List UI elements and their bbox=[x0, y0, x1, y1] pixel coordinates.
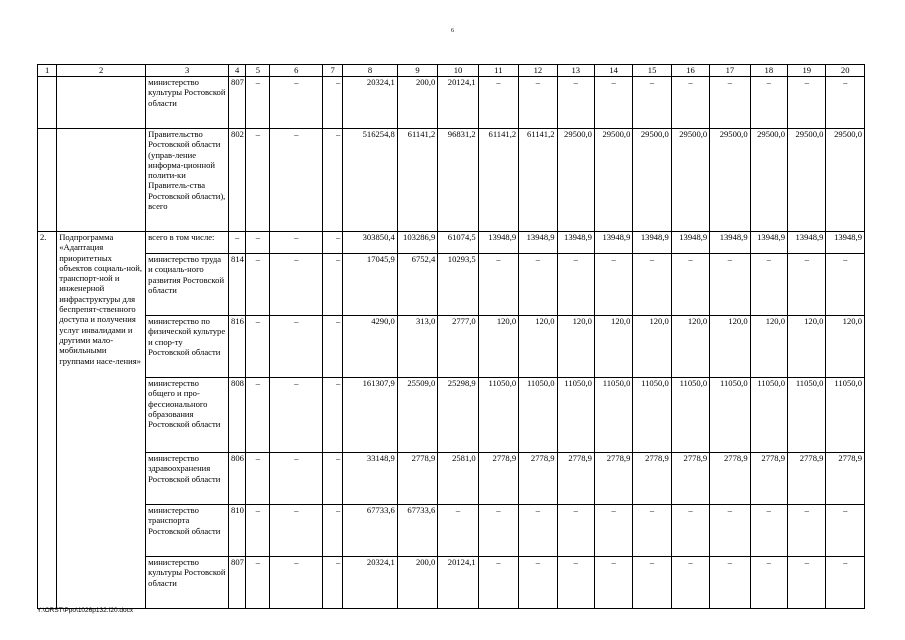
table-cell: 17045,9 bbox=[343, 254, 398, 316]
table-cell: – bbox=[478, 254, 518, 316]
table-cell: 13948,9 bbox=[594, 232, 632, 254]
table-cell: – bbox=[270, 77, 323, 129]
table-row bbox=[38, 129, 865, 232]
table-cell: 120,0 bbox=[671, 316, 709, 378]
table-cell: – bbox=[710, 254, 750, 316]
col-header: 5 bbox=[246, 65, 270, 77]
table-cell: – bbox=[710, 505, 750, 557]
table-cell: – bbox=[826, 505, 865, 557]
table-cell: – bbox=[557, 557, 594, 609]
table-cell: 33148,9 bbox=[343, 453, 398, 505]
table-cell: 11050,0 bbox=[788, 378, 826, 453]
table-cell: 2778,9 bbox=[788, 453, 826, 505]
page-number: 6 bbox=[451, 28, 454, 34]
table-cell: – bbox=[246, 316, 270, 378]
table-cell: 120,0 bbox=[633, 316, 671, 378]
table-cell: 2778,9 bbox=[397, 453, 437, 505]
col-header: 16 bbox=[671, 65, 709, 77]
table-cell: – bbox=[788, 77, 826, 129]
table-cell: 29500,0 bbox=[557, 129, 594, 232]
table-cell: – bbox=[826, 254, 865, 316]
table-row bbox=[38, 378, 865, 453]
table-cell: 13948,9 bbox=[826, 232, 865, 254]
table-cell: 13948,9 bbox=[788, 232, 826, 254]
table-cell: – bbox=[323, 378, 343, 453]
budget-table bbox=[37, 64, 865, 609]
table-cell: 808 bbox=[229, 378, 246, 453]
table-cell: 103286,9 bbox=[397, 232, 437, 254]
table-cell: – bbox=[323, 453, 343, 505]
table-cell bbox=[57, 129, 146, 232]
table-cell: 807 bbox=[229, 77, 246, 129]
table-cell: – bbox=[270, 254, 323, 316]
table-cell: – bbox=[246, 129, 270, 232]
table-cell: – bbox=[246, 77, 270, 129]
table-cell: министерство здравоохранения Ростовской области bbox=[146, 453, 229, 505]
table-cell: – bbox=[671, 557, 709, 609]
table-cell: 13948,9 bbox=[519, 232, 557, 254]
table-row bbox=[38, 557, 865, 609]
table-cell: 2778,9 bbox=[710, 453, 750, 505]
col-header: 15 bbox=[633, 65, 671, 77]
col-header: 14 bbox=[594, 65, 632, 77]
table-cell: 13948,9 bbox=[671, 232, 709, 254]
table-cell: – bbox=[788, 557, 826, 609]
table-cell: министерство труда и социаль-ного развития Ростовской области bbox=[146, 254, 229, 316]
header-row bbox=[38, 65, 865, 77]
table-cell: 11050,0 bbox=[671, 378, 709, 453]
table-row bbox=[38, 254, 865, 316]
table-cell: 11050,0 bbox=[557, 378, 594, 453]
table-cell: – bbox=[557, 77, 594, 129]
table-cell: – bbox=[594, 505, 632, 557]
table-cell: – bbox=[633, 505, 671, 557]
table-cell: 29500,0 bbox=[826, 129, 865, 232]
table-cell: – bbox=[478, 505, 518, 557]
table-cell: 120,0 bbox=[478, 316, 518, 378]
table-cell: – bbox=[323, 557, 343, 609]
table-cell: – bbox=[246, 378, 270, 453]
table-cell: – bbox=[826, 557, 865, 609]
table-cell: 2778,9 bbox=[519, 453, 557, 505]
col-header: 7 bbox=[323, 65, 343, 77]
table-cell: – bbox=[270, 505, 323, 557]
col-header: 17 bbox=[710, 65, 750, 77]
col-header: 8 bbox=[343, 65, 398, 77]
col-header: 4 bbox=[229, 65, 246, 77]
col-header: 20 bbox=[826, 65, 865, 77]
table-cell: 120,0 bbox=[826, 316, 865, 378]
table-cell: 814 bbox=[229, 254, 246, 316]
table-cell: – bbox=[671, 505, 709, 557]
table-cell: 2778,9 bbox=[826, 453, 865, 505]
table-cell: – bbox=[478, 557, 518, 609]
col-header: 19 bbox=[788, 65, 826, 77]
table-cell: 2778,9 bbox=[557, 453, 594, 505]
table-cell: – bbox=[246, 557, 270, 609]
table-cell: 200,0 bbox=[397, 77, 437, 129]
table-cell: 11050,0 bbox=[594, 378, 632, 453]
table-cell: 2777,0 bbox=[438, 316, 478, 378]
table-row bbox=[38, 232, 865, 254]
table-cell: 120,0 bbox=[710, 316, 750, 378]
table-cell: – bbox=[594, 557, 632, 609]
table-cell: – bbox=[270, 232, 323, 254]
table-cell: 806 bbox=[229, 453, 246, 505]
table-cell: – bbox=[826, 77, 865, 129]
table-cell: 29500,0 bbox=[633, 129, 671, 232]
table-cell: 29500,0 bbox=[594, 129, 632, 232]
table-cell: 4290,0 bbox=[343, 316, 398, 378]
table-cell bbox=[57, 77, 146, 129]
table-cell: 2778,9 bbox=[750, 453, 787, 505]
table-cell: 11050,0 bbox=[478, 378, 518, 453]
table-cell: 313,0 bbox=[397, 316, 437, 378]
table-cell: – bbox=[270, 316, 323, 378]
col-header: 13 bbox=[557, 65, 594, 77]
table-cell: – bbox=[323, 77, 343, 129]
table-cell: 807 bbox=[229, 557, 246, 609]
table-cell: министерство культуры Ростовской области bbox=[146, 557, 229, 609]
table-cell: 2581,0 bbox=[438, 453, 478, 505]
table-cell: – bbox=[557, 505, 594, 557]
table-cell: 516254,8 bbox=[343, 129, 398, 232]
table-cell: – bbox=[710, 557, 750, 609]
table-cell: 13948,9 bbox=[633, 232, 671, 254]
table-cell: 303850,4 bbox=[343, 232, 398, 254]
table-cell: – bbox=[270, 378, 323, 453]
table-cell: 20324,1 bbox=[343, 77, 398, 129]
table-cell: Правительство Ростовской области (управ-ление информа-ционной полити-ки Правитель-ства Ростовской области), всего bbox=[146, 129, 229, 232]
col-header: 6 bbox=[270, 65, 323, 77]
table-cell: – bbox=[750, 77, 787, 129]
table-cell: – bbox=[478, 77, 518, 129]
table-cell: 2778,9 bbox=[633, 453, 671, 505]
table-cell: – bbox=[229, 232, 246, 254]
table-cell: – bbox=[557, 254, 594, 316]
table-cell: – bbox=[750, 254, 787, 316]
table-cell: 13948,9 bbox=[750, 232, 787, 254]
table-cell: 29500,0 bbox=[788, 129, 826, 232]
table-cell: 10293,5 bbox=[438, 254, 478, 316]
table-cell: – bbox=[246, 254, 270, 316]
table-cell: – bbox=[323, 232, 343, 254]
table-cell: – bbox=[323, 129, 343, 232]
table-cell: – bbox=[750, 505, 787, 557]
table-cell: – bbox=[519, 77, 557, 129]
table-cell bbox=[38, 77, 57, 129]
col-header: 3 bbox=[146, 65, 229, 77]
table-cell: 2778,9 bbox=[478, 453, 518, 505]
table-cell: 2. bbox=[38, 232, 57, 609]
table-cell: 96831,2 bbox=[438, 129, 478, 232]
col-header: 10 bbox=[438, 65, 478, 77]
table-cell: – bbox=[270, 129, 323, 232]
col-header: 18 bbox=[750, 65, 787, 77]
table-cell: 200,0 bbox=[397, 557, 437, 609]
table-cell: 816 bbox=[229, 316, 246, 378]
table-cell: – bbox=[633, 557, 671, 609]
table-cell: – bbox=[246, 232, 270, 254]
table-cell: 120,0 bbox=[750, 316, 787, 378]
table-cell: министерство общего и про-фессионального образования Ростовской области bbox=[146, 378, 229, 453]
table-cell: 120,0 bbox=[519, 316, 557, 378]
table-cell: – bbox=[633, 77, 671, 129]
table-cell: 11050,0 bbox=[633, 378, 671, 453]
table-cell: 20324,1 bbox=[343, 557, 398, 609]
table-cell: 802 bbox=[229, 129, 246, 232]
table-cell: – bbox=[270, 453, 323, 505]
table-cell: 120,0 bbox=[788, 316, 826, 378]
table-cell: 25298,9 bbox=[438, 378, 478, 453]
table-cell: – bbox=[519, 254, 557, 316]
table-cell: 29500,0 bbox=[671, 129, 709, 232]
table-cell: 29500,0 bbox=[750, 129, 787, 232]
table-cell: 20124,1 bbox=[438, 557, 478, 609]
table-cell: 11050,0 bbox=[826, 378, 865, 453]
table-cell: 2778,9 bbox=[594, 453, 632, 505]
table-cell: 2778,9 bbox=[671, 453, 709, 505]
table-cell: – bbox=[750, 557, 787, 609]
table-cell: – bbox=[246, 505, 270, 557]
table-cell: 61141,2 bbox=[519, 129, 557, 232]
col-header: 1 bbox=[38, 65, 57, 77]
table-cell: 120,0 bbox=[594, 316, 632, 378]
table-row bbox=[38, 505, 865, 557]
table-cell: министерство по физической культуре и спор-ту Ростовской области bbox=[146, 316, 229, 378]
table-cell: – bbox=[710, 77, 750, 129]
table-row bbox=[38, 453, 865, 505]
table-cell: 67733,6 bbox=[343, 505, 398, 557]
table-cell: – bbox=[594, 77, 632, 129]
table-cell: 29500,0 bbox=[710, 129, 750, 232]
table-cell: министерство культуры Ростовской области bbox=[146, 77, 229, 129]
table-cell: – bbox=[270, 557, 323, 609]
table-cell: всего в том числе: bbox=[146, 232, 229, 254]
table-cell: 61074,5 bbox=[438, 232, 478, 254]
table-cell: 11050,0 bbox=[519, 378, 557, 453]
table-cell: – bbox=[519, 505, 557, 557]
col-header: 12 bbox=[519, 65, 557, 77]
table-cell: – bbox=[671, 254, 709, 316]
table-cell: 161307,9 bbox=[343, 378, 398, 453]
table-cell: – bbox=[788, 254, 826, 316]
table-cell: министерство транспорта Ростовской области bbox=[146, 505, 229, 557]
table-cell: 11050,0 bbox=[710, 378, 750, 453]
table-row bbox=[38, 77, 865, 129]
table-cell: 13948,9 bbox=[557, 232, 594, 254]
col-header: 11 bbox=[478, 65, 518, 77]
col-header: 2 bbox=[57, 65, 146, 77]
table-cell: – bbox=[671, 77, 709, 129]
table-cell: 20124,1 bbox=[438, 77, 478, 129]
table-cell: – bbox=[438, 505, 478, 557]
table-cell: 6752,4 bbox=[397, 254, 437, 316]
table-row bbox=[38, 316, 865, 378]
table-cell: 67733,6 bbox=[397, 505, 437, 557]
table-cell: 61141,2 bbox=[478, 129, 518, 232]
table-cell: 810 bbox=[229, 505, 246, 557]
table-cell: – bbox=[323, 316, 343, 378]
table-cell: – bbox=[633, 254, 671, 316]
table-cell: – bbox=[594, 254, 632, 316]
table-cell: 61141,2 bbox=[397, 129, 437, 232]
table-cell: – bbox=[519, 557, 557, 609]
table-cell: 11050,0 bbox=[750, 378, 787, 453]
file-path-footer: Y:\ORST\Ppo\1026p132.f20.docx bbox=[37, 607, 134, 614]
table-cell bbox=[38, 129, 57, 232]
table-cell: 13948,9 bbox=[478, 232, 518, 254]
table-cell: – bbox=[323, 505, 343, 557]
table-cell: 13948,9 bbox=[710, 232, 750, 254]
table-cell: – bbox=[788, 505, 826, 557]
col-header: 9 bbox=[397, 65, 437, 77]
table-cell: – bbox=[246, 453, 270, 505]
table-cell: – bbox=[323, 254, 343, 316]
table-cell: 25509,0 bbox=[397, 378, 437, 453]
table-cell: Подпрограмма «Адаптация приоритетных объектов социаль-ной, транспорт-ной и инженерной инфраструктуры для беспрепят-ственного доступа и получения услуг инвалидами и другими мало-мобильными группами насе-ления» bbox=[57, 232, 146, 609]
table-cell: 120,0 bbox=[557, 316, 594, 378]
